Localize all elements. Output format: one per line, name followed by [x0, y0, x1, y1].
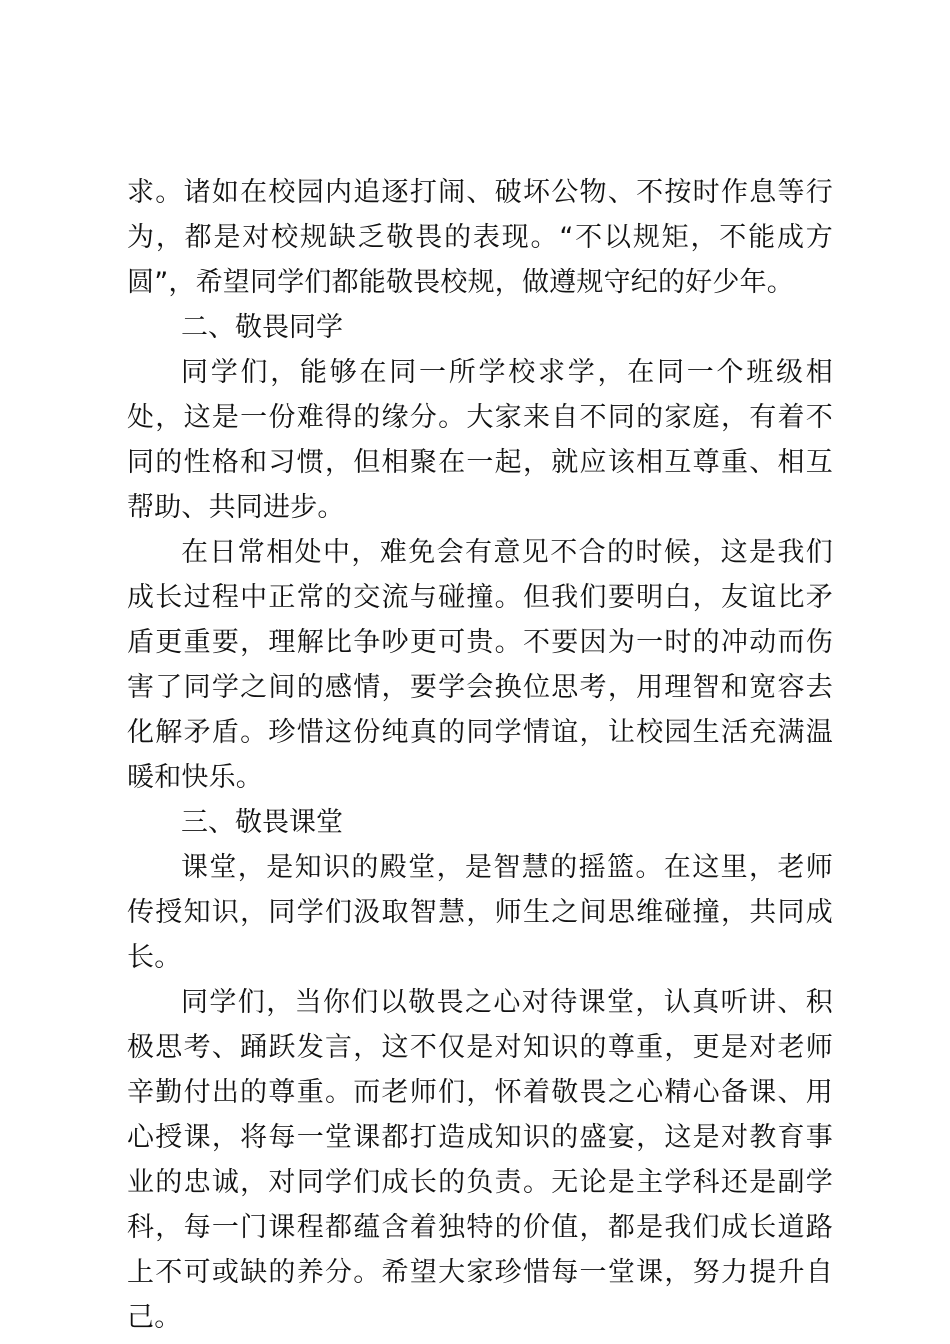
document-page: [127, 170, 833, 1340]
paragraph-classmates-conflict: 在日常相处中，难免会有意见不合的时候，这是我们成长过程中正常的交流与碰撞。但我们要明白，友谊比矛盾更重要，理解比争吵更可贵。不要因为一时的冲动而伤害了同学之间的感情，要学会换位思考，用理智和宽容去化解矛盾。珍惜这份纯真的同学情谊，让校园生活充满温暖和快乐。: [127, 537, 833, 793]
paragraph-classroom-attitude: 同学们，当你们以敬畏之心对待课堂，认真听讲、积极思考、踊跃发言，这不仅是对知识的尊重，更是对老师辛勤付出的尊重。而老师们，怀着敬畏之心精心备课、用心授课，将每一堂课都打造成知识的盛宴，这是对教育事业的忠诚，对同学们成长的负责。无论是主学科还是副学科，每一门课程都蕴含着独特的价值，都是我们成长道路上不可或缺的养分。希望大家珍惜每一堂课，努力提升自己。: [127, 987, 833, 1333]
section-heading-respect-classmates: 二、敬畏同学: [181, 312, 343, 343]
paragraph-classroom-intro: 课堂，是知识的殿堂，是智慧的摇篮。在这里，老师传授知识，同学们汲取智慧，师生之间思维碰撞，共同成长。: [127, 852, 833, 973]
paragraph-continuation: 求。诸如在校园内追逐打闹、破坏公物、不按时作息等行为，都是对校规缺乏敬畏的表现。“不以规矩，不能成方圆”，希望同学们都能敬畏校规，做遵规守纪的好少年。: [127, 177, 833, 298]
paragraph-classmates-intro: 同学们，能够在同一所学校求学，在同一个班级相处，这是一份难得的缘分。大家来自不同的家庭，有着不同的性格和习惯，但相聚在一起，就应该相互尊重、相互帮助、共同进步。: [127, 357, 833, 523]
section-heading-respect-classroom: 三、敬畏课堂: [181, 807, 343, 838]
